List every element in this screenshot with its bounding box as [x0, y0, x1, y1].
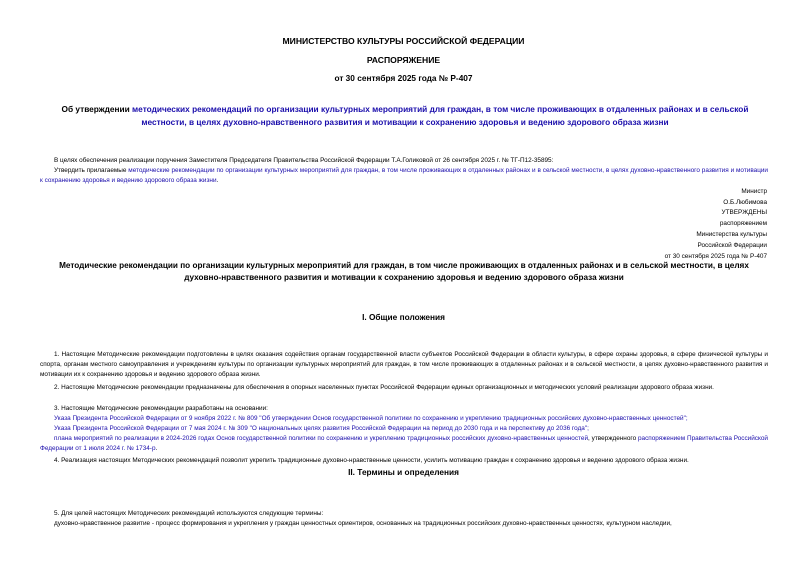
approval-block [665, 208, 767, 262]
section-1-paragraph-3: 3. Настоящие Методические рекомендации разработаны на основании: [54, 405, 268, 412]
section-2-heading: II. Термины и определения [348, 467, 459, 477]
section-1-heading: I. Общие положения [362, 312, 445, 322]
section-2-paragraph-6: духовно-нравственное развитие - процесс формирования и укрепления у граждан ценностных ориентиров, основанных на традиционных российских духовно-нравственных ценностях, культурном наследии, [54, 520, 672, 527]
signature-block [723, 187, 767, 208]
section-2-paragraph-5: 5. Для целей настоящих Методических рекомендаций используются следующие термины: [54, 510, 324, 517]
reference-action-plan [40, 434, 768, 454]
reference-decree-309[interactable]: Указа Президента Российской Федерации от 7 мая 2024 г. № 309 "О национальных целях развития Российской Федерации на период до 2030 года и на перспективу до 2036 года"; [54, 425, 589, 432]
signature-position: Министр [741, 188, 767, 195]
ministry-heading: МИНИСТЕРСТВО КУЛЬТУРЫ РОССИЙСКОЙ ФЕДЕРАЦИИ [282, 36, 525, 46]
action-plan-mid: , утвержденного [588, 435, 638, 442]
document-date-number: от 30 сентября 2025 года № Р-407 [334, 73, 473, 83]
reference-decree-809[interactable]: Указа Президента Российской Федерации от 9 ноября 2022 г. № 809 "Об утверждении Основ государственной политики по сохранению и укреплению традиционных российских духовно-нравственных ценностей"; [54, 415, 688, 422]
annex-title: Методические рекомендации по организации культурных мероприятий для граждан, в том числе проживающих в отдаленных районах и в сельской местности, в целях духовно-нравственного развития и мотивации к сохранению здоровья и ведению здорового образа жизни [59, 261, 749, 282]
government-order-link[interactable]: распоряжением Правительства Российской Федерации от 1 июля 2024 г. № 1734-р [40, 435, 768, 452]
approval-line-5: от 30 сентября 2025 года № Р-407 [664, 253, 767, 260]
approval-line-2: распоряжением [719, 220, 767, 227]
title-prefix: Об утверждении [61, 104, 133, 114]
approval-line-1: УТВЕРЖДЕНЫ [721, 209, 767, 216]
document-type: РАСПОРЯЖЕНИЕ [366, 55, 441, 65]
document-title [60, 103, 750, 129]
preamble-p2-suffix: . [216, 177, 219, 184]
signature-name: О.Б.Любимова [723, 199, 767, 206]
preamble-paragraph-1: В целях обеспечения реализации поручения Заместителя Председателя Правительства Российской Федерации Т.А.Голиковой от 26 сентября 2025 г. № ТГ-П12-35895: [54, 157, 554, 164]
action-plan-link[interactable]: плана мероприятий по реализации в 2024-2026 годах Основ государственной политики по сохранению и укреплению традиционных российских духовно-нравственных ценностей [54, 435, 589, 442]
preamble-p2-link[interactable]: методические рекомендации по организации культурных мероприятий для граждан, в том числе проживающих в отдаленных районах и в сельской местности, в целях духовно-нравственного развития и мотивации к сохранению здоровья и ведению здорового образа жизни [40, 167, 768, 184]
preamble-p2-prefix: Утвердить прилагаемые [54, 167, 129, 174]
section-1-paragraph-1: 1. Настоящие Методические рекомендации подготовлены в целях оказания содействия органам государственной власти субъектов Российской Федерации в области культуры, в сфере охраны здоровья, в сфере физической культуры и спорта, органам местного самоуправления и учреждениям культуры по организации культурных мероприятий для граждан, в том числе проживающих в отдаленных районах и в сельской местности, в целях духовно-нравственного развития и мотивации их к сохранению здоровья и ведению здорового образа жизни. [40, 351, 768, 378]
title-link[interactable]: методических рекомендаций по организации культурных мероприятий для граждан, в том числе проживающих в отдаленных районах и в сельской местности, в целях духовно-нравственного развития и мотивации к сохранению здоровья и ведению здорового образа жизни [132, 104, 749, 127]
section-1-paragraph-4: 4. Реализация настоящих Методических рекомендаций позволит укрепить традиционные духовно-нравственные ценности, усилить мотивацию граждан к сохранению здоровья и ведению здорового образа жизни. [54, 457, 689, 464]
approval-line-4: Российской Федерации [697, 242, 767, 249]
approval-line-3: Министерства культуры [696, 231, 767, 238]
section-1-paragraph-2: 2. Настоящие Методические рекомендации предназначены для обеспечения в опорных населенных пунктах Российской Федерации единых организационных и методических условий реализации здорового образа жизни. [54, 384, 714, 391]
preamble-paragraph-2 [40, 166, 768, 186]
action-plan-suffix: . [155, 445, 158, 452]
